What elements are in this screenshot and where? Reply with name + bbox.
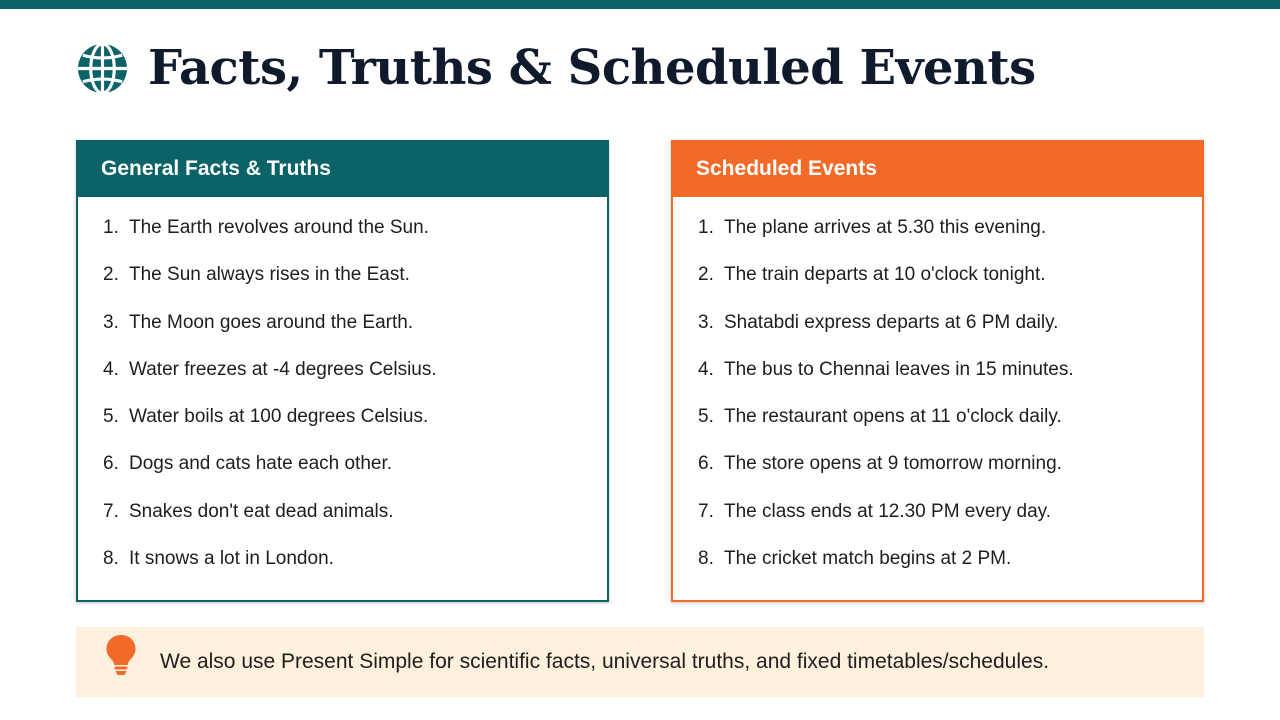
list-item	[698, 311, 1202, 358]
item-text: The restaurant opens at 11 o'clock daily.	[724, 406, 1062, 428]
list-item	[698, 547, 1202, 594]
globe-icon	[77, 43, 128, 94]
item-text: The store opens at 9 tomorrow morning.	[724, 453, 1062, 475]
item-number: 1.	[698, 217, 714, 238]
item-text: Water boils at 100 degrees Celsius.	[129, 406, 429, 428]
facts-list	[78, 197, 607, 594]
item-number: 3.	[698, 311, 714, 333]
item-text: Dogs and cats hate each other.	[129, 453, 393, 475]
item-number: 3.	[103, 311, 119, 333]
item-number: 4.	[103, 358, 119, 380]
item-text: The class ends at 12.30 PM every day.	[724, 500, 1052, 522]
top-accent-bar	[0, 0, 1280, 9]
item-number: 2.	[103, 264, 119, 286]
list-item	[103, 452, 607, 499]
item-number: 7.	[103, 500, 119, 522]
list-item	[103, 263, 607, 310]
item-text: The cricket match begins at 2 PM.	[724, 548, 1012, 570]
item-number: 2.	[698, 264, 714, 286]
events-list	[673, 197, 1202, 594]
facts-card	[76, 140, 609, 602]
list-item	[103, 500, 607, 547]
list-item	[698, 405, 1202, 452]
item-text: Shatabdi express departs at 6 PM daily.	[724, 311, 1059, 333]
lightbulb-icon	[105, 634, 137, 676]
events-card-header: Scheduled Events	[671, 140, 1204, 197]
item-text: Snakes don't eat dead animals.	[129, 500, 394, 522]
item-text: The Sun always rises in the East.	[129, 264, 410, 286]
note-text: We also use Present Simple for scientific facts, universal truths, and fixed timetables/schedules.	[160, 650, 1050, 673]
item-number: 5.	[698, 406, 714, 428]
list-item	[698, 216, 1202, 263]
item-text: The train departs at 10 o'clock tonight.	[724, 264, 1046, 286]
item-number: 6.	[103, 453, 119, 475]
list-item	[698, 500, 1202, 547]
item-text: Water freezes at -4 degrees Celsius.	[129, 358, 437, 380]
item-text: It snows a lot in London.	[129, 548, 334, 570]
item-number: 1.	[103, 217, 119, 238]
note-box	[76, 627, 1204, 697]
item-number: 6.	[698, 453, 714, 475]
item-number: 5.	[103, 406, 119, 428]
item-number: 8.	[698, 548, 714, 570]
events-card	[671, 140, 1204, 602]
item-text: The bus to Chennai leaves in 15 minutes.	[724, 358, 1074, 380]
item-number: 4.	[698, 358, 714, 380]
list-item	[103, 405, 607, 452]
item-text: The Earth revolves around the Sun.	[129, 217, 429, 238]
item-text: The plane arrives at 5.30 this evening.	[724, 217, 1047, 238]
list-item	[103, 358, 607, 405]
list-item	[103, 311, 607, 358]
title-row	[77, 38, 1036, 98]
list-item	[103, 547, 607, 594]
item-number: 7.	[698, 500, 714, 522]
page-title: Facts, Truths & Scheduled Events	[148, 40, 1036, 96]
list-item	[698, 452, 1202, 499]
list-item	[698, 263, 1202, 310]
facts-card-header: General Facts & Truths	[76, 140, 609, 197]
list-item	[698, 358, 1202, 405]
item-number: 8.	[103, 548, 119, 570]
item-text: The Moon goes around the Earth.	[129, 311, 414, 333]
list-item	[103, 216, 607, 263]
